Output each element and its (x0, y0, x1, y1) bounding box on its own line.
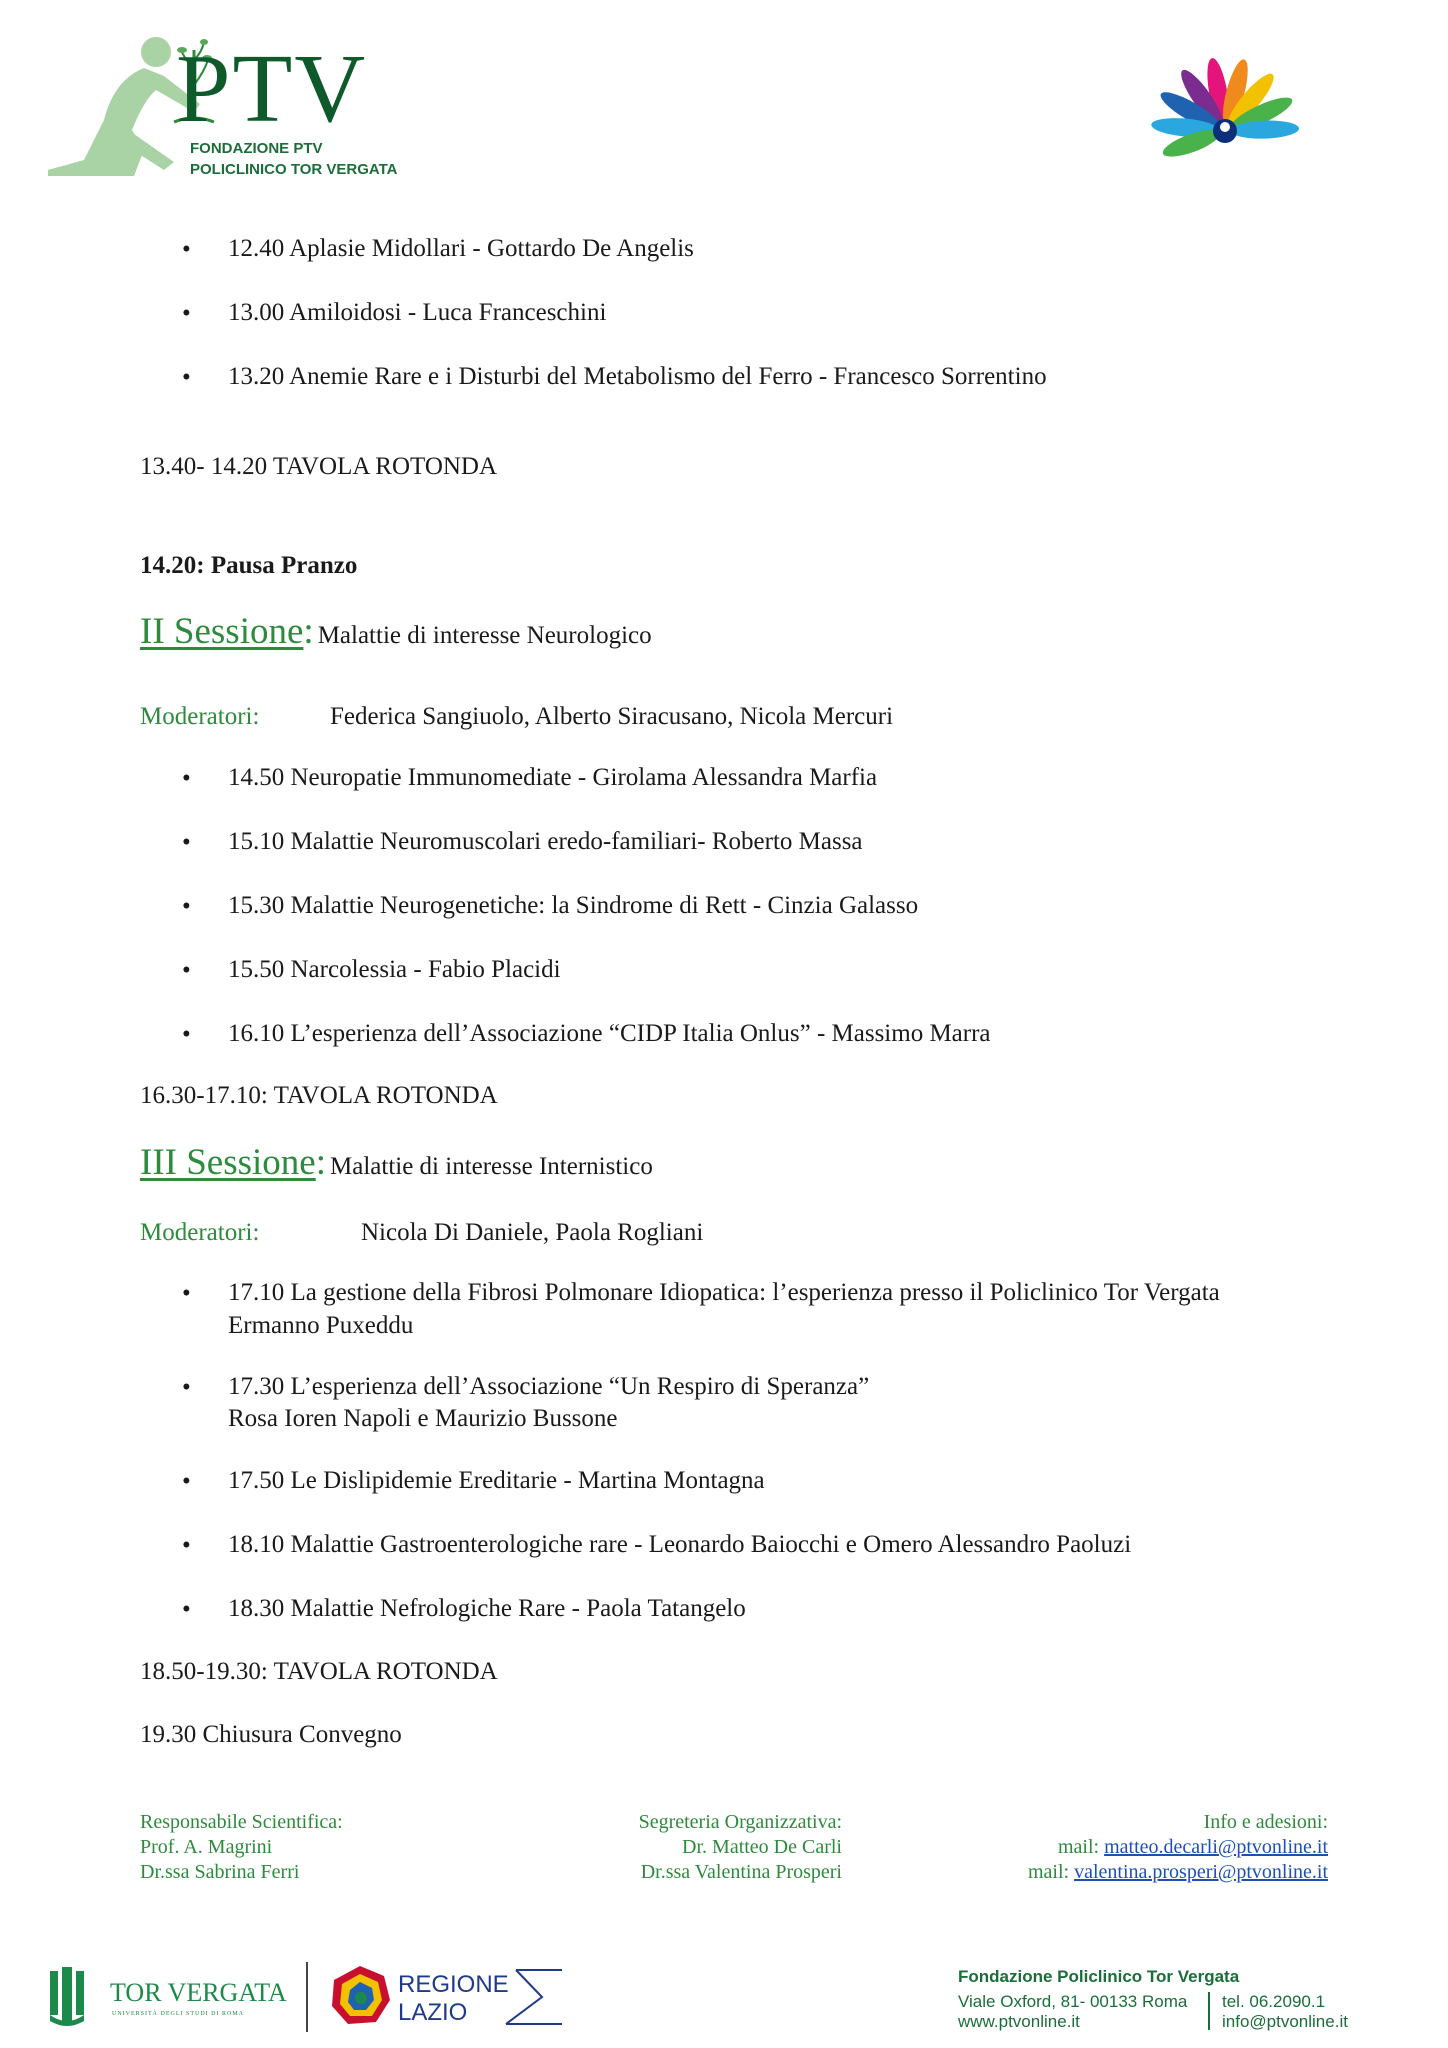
program-item: 15.10 Malattie Neuromuscolari eredo-familiari- Roberto Massa (228, 828, 863, 855)
mail-prefix: mail: (1057, 1836, 1105, 1858)
program-item: 17.10 La gestione della Fibrosi Polmonare Idiopatica: l’esperienza presso il Policlinico Tor Vergata (228, 1279, 1220, 1306)
program-item: 17.50 Le Dislipidemie Ereditarie - Martina Montagna (228, 1467, 765, 1494)
bullet-icon: • (182, 765, 191, 792)
round-table-3: 18.50-19.30: TAVOLA ROTONDA (140, 1658, 498, 1685)
program-item: 13.00 Amiloidosi - Luca Franceschini (228, 299, 607, 326)
program-item: 18.30 Malattie Nefrologiche Rare - Paola Tatangelo (228, 1595, 746, 1622)
footer-secretariat-label: Segreteria Organizzativa: (638, 1811, 842, 1833)
footer-info-mail-line (960, 1860, 1328, 1885)
program-item: 17.30 L’esperienza dell’Associazione “Un Respiro di Speranza” (228, 1373, 870, 1400)
bullet-icon: • (182, 364, 191, 391)
moderators-label: Moderatori: (140, 703, 260, 730)
program-item: 15.30 Malattie Neurogenetiche: la Sindrome di Rett - Cinzia Galasso (228, 892, 919, 919)
foundation-phone: tel. 06.2090.1 (1222, 1992, 1326, 2011)
program-item-speaker: Ermanno Puxeddu (228, 1312, 414, 1339)
moderators-names: Federica Sangiuolo, Alberto Siracusano, Nicola Mercuri (330, 703, 894, 730)
lunch-break: 14.20: Pausa Pranzo (140, 552, 358, 579)
footer-scientific-person: Prof. A. Magrini (140, 1836, 273, 1858)
foundation-email: info@ptvonline.it (1222, 2012, 1348, 2031)
program-item: 18.10 Malattie Gastroenterologiche rare - Leonardo Baiocchi e Omero Alessandro Paoluzi (228, 1531, 1132, 1558)
session-3-title: III Sessione (140, 1142, 316, 1183)
session-2-title: II Sessione (140, 611, 304, 652)
colorful-hands-logo (1140, 36, 1310, 166)
session-3-colon: : (315, 1142, 326, 1183)
lazio-text: LAZIO (398, 1999, 468, 2026)
regione-lazio-logo (326, 1962, 566, 2030)
session-3-subtitle: Malattie di interesse Internistico (330, 1153, 653, 1180)
bullet-icon: • (182, 1021, 191, 1048)
tor-vergata-logo (48, 1965, 298, 2027)
program-item: 16.10 L’esperienza dell’Associazione “CIDP Italia Onlus” - Massimo Marra (228, 1020, 991, 1047)
footer-scientific (140, 1810, 343, 1885)
bullet-icon: • (182, 300, 191, 327)
footer-secretariat-person: Dr.ssa Valentina Prosperi (640, 1861, 842, 1883)
moderators-label: Moderatori: (140, 1219, 260, 1246)
session-2-subtitle: Malattie di interesse Neurologico (317, 622, 652, 649)
email-link-decarli[interactable]: matteo.decarli@ptvonline.it (1104, 1836, 1328, 1858)
bullet-icon: • (182, 1596, 191, 1623)
round-table-2: 16.30-17.10: TAVOLA ROTONDA (140, 1082, 498, 1109)
program-item-speaker: Rosa Ioren Napoli e Maurizio Bussone (228, 1405, 618, 1432)
foundation-divider (1208, 1992, 1210, 2030)
session-3-heading (140, 1141, 653, 1184)
session-2-colon: : (303, 611, 314, 652)
foundation-name: Fondazione Policlinico Tor Vergata (958, 1967, 1240, 1986)
footer-secretariat (592, 1810, 842, 1885)
footer-info (960, 1810, 1328, 1885)
ptv-logo-text: PTV (176, 35, 368, 143)
ptv-logo-line2: POLICLINICO TOR VERGATA (190, 161, 398, 178)
closing: 19.30 Chiusura Convegno (140, 1721, 402, 1748)
program-item: 12.40 Aplasie Midollari - Gottardo De Angelis (228, 235, 694, 262)
footer-info-label: Info e adesioni: (1203, 1811, 1328, 1833)
foundation-website: www.ptvonline.it (958, 2012, 1080, 2031)
foundation-address: Viale Oxford, 81- 00133 Roma (958, 1992, 1188, 2011)
program-item: 15.50 Narcolessia - Fabio Placidi (228, 956, 561, 983)
footer-info-mail-line (960, 1835, 1328, 1860)
bullet-icon: • (182, 893, 191, 920)
round-table-1: 13.40- 14.20 TAVOLA ROTONDA (140, 453, 498, 480)
bullet-icon: • (182, 957, 191, 984)
moderators-names: Nicola Di Daniele, Paola Rogliani (361, 1219, 704, 1246)
bullet-icon: • (182, 1374, 191, 1401)
footer-secretariat-person: Dr. Matteo De Carli (682, 1836, 842, 1858)
regione-text: REGIONE (398, 1971, 509, 1998)
mail-prefix: mail: (1027, 1861, 1075, 1883)
tor-vergata-text: TOR VERGATA (110, 1978, 287, 2007)
footer-scientific-label: Responsabile Scientifica: (140, 1811, 343, 1833)
bullet-icon: • (182, 1280, 191, 1307)
bullet-icon: • (182, 236, 191, 263)
session-2-heading (140, 610, 652, 653)
program-item: 13.20 Anemie Rare e i Disturbi del Metabolismo del Ferro - Francesco Sorrentino (228, 363, 1047, 390)
bullet-icon: • (182, 1532, 191, 1559)
bullet-icon: • (182, 829, 191, 856)
ptv-logo-line1: FONDAZIONE PTV (190, 140, 323, 157)
logo-divider (306, 1962, 308, 2032)
bullet-icon: • (182, 1468, 191, 1495)
footer-scientific-person: Dr.ssa Sabrina Ferri (140, 1861, 300, 1883)
email-link-prosperi[interactable]: valentina.prosperi@ptvonline.it (1074, 1861, 1328, 1883)
program-item: 14.50 Neuropatie Immunomediate - Girolama Alessandra Marfia (228, 764, 878, 791)
tor-vergata-subtext: UNIVERSITÀ DEGLI STUDI DI ROMA (112, 2011, 244, 2017)
